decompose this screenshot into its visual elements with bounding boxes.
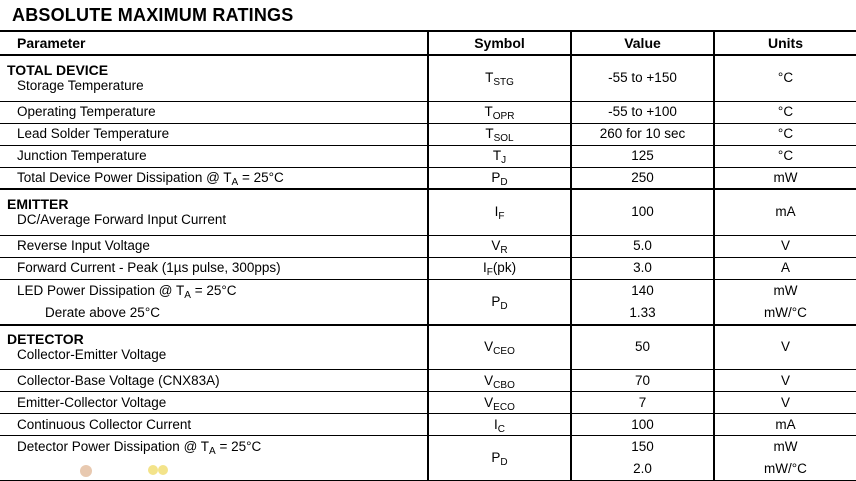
units-cell: mW mW/°C <box>714 436 856 481</box>
header-value: Value <box>571 32 714 55</box>
param-label: Lead Solder Temperature <box>0 123 428 145</box>
table-row <box>0 392 856 414</box>
decorative-dot-icon <box>148 465 158 475</box>
param-label: LED Power Dissipation @ $T_A = 25^\circ C$ <box>17 282 237 301</box>
value-cell: 100 <box>571 414 714 436</box>
symbol-cell: $T_{STG}$ <box>428 55 571 101</box>
table-row <box>0 414 856 436</box>
value-cell: 260 for 10 sec <box>571 123 714 145</box>
symbol-cell: $P_D$ <box>428 279 571 325</box>
table-row <box>0 325 856 370</box>
decorative-dot-icon <box>158 465 168 475</box>
symbol-cell: $I_F(pk)$ <box>428 257 571 279</box>
symbol-cell: $T_{SOL}$ <box>428 123 571 145</box>
param-label: Junction Temperature <box>0 145 428 167</box>
value-cell: 3.0 <box>571 257 714 279</box>
section-title-bar <box>0 0 856 32</box>
header-parameter: Parameter <box>0 32 428 55</box>
symbol-cell: $I_F$ <box>428 189 571 235</box>
symbol-cell: $T_{OPR}$ <box>428 101 571 123</box>
derate-label: Derate above 25°C <box>45 304 160 320</box>
decorative-dot-icon <box>80 465 92 477</box>
param-cell <box>0 436 428 481</box>
units-cell: V <box>714 392 856 414</box>
value-cell: -55 to +150 <box>571 55 714 101</box>
param-label: Total Device Power Dissipation @ $T_A = 25^\circ C$ <box>0 167 428 189</box>
param-label: Storage Temperature <box>17 78 144 94</box>
table-row <box>0 167 856 189</box>
table-row <box>0 370 856 392</box>
table-row <box>0 189 856 235</box>
value-cell: 250 <box>571 167 714 189</box>
param-label: Forward Current - Peak (1µs pulse, 300pps) <box>0 257 428 279</box>
units-cell: mA <box>714 189 856 235</box>
group-label: EMITTER <box>7 196 69 213</box>
table-row <box>0 55 856 101</box>
param-label: Operating Temperature <box>0 101 428 123</box>
units-cell: °C <box>714 101 856 123</box>
symbol-cell: $P_D$ <box>428 436 571 481</box>
param-label: Detector Power Dissipation @ $T_A = 25^\circ C$ <box>17 439 262 457</box>
param-cell <box>0 189 428 235</box>
param-label: Reverse Input Voltage <box>0 235 428 257</box>
group-label: TOTAL DEVICE <box>7 62 109 79</box>
symbol-cell: $T_J$ <box>428 145 571 167</box>
table-row <box>0 101 856 123</box>
header-row <box>0 32 856 55</box>
value-cell: 100 <box>571 189 714 235</box>
param-label: Emitter-Collector Voltage <box>0 392 428 414</box>
section-title: ABSOLUTE MAXIMUM RATINGS <box>12 5 294 25</box>
value-cell: 150 2.0 <box>571 436 714 481</box>
param-cell <box>0 279 428 325</box>
value-cell: -55 to +100 <box>571 101 714 123</box>
group-label: DETECTOR <box>7 331 84 348</box>
table-row <box>0 123 856 145</box>
symbol-cell: $P_D$ <box>428 167 571 189</box>
symbol-cell: $V_{CBO}$ <box>428 370 571 392</box>
symbol-cell: $V_{ECO}$ <box>428 392 571 414</box>
units-cell: V <box>714 235 856 257</box>
param-label: Continuous Collector Current <box>0 414 428 436</box>
value-cell: 140 1.33 <box>571 279 714 325</box>
units-cell: A <box>714 257 856 279</box>
table-row <box>0 436 856 481</box>
symbol-cell: $V_{CEO}$ <box>428 325 571 370</box>
param-label: DC/Average Forward Input Current <box>17 212 227 228</box>
header-units: Units <box>714 32 856 55</box>
units-cell: °C <box>714 145 856 167</box>
units-cell: mW <box>714 167 856 189</box>
ratings-table <box>0 32 856 481</box>
table-row <box>0 257 856 279</box>
units-cell: mW mW/°C <box>714 279 856 325</box>
units-cell: V <box>714 370 856 392</box>
table-row <box>0 235 856 257</box>
param-cell <box>0 55 428 101</box>
value-cell: 50 <box>571 325 714 370</box>
value-cell: 125 <box>571 145 714 167</box>
table-row <box>0 145 856 167</box>
symbol-cell: $I_C$ <box>428 414 571 436</box>
header-symbol: Symbol <box>428 32 571 55</box>
param-label: Collector-Emitter Voltage <box>17 347 167 363</box>
value-cell: 70 <box>571 370 714 392</box>
param-cell <box>0 325 428 370</box>
symbol-cell: $V_R$ <box>428 235 571 257</box>
table-row <box>0 279 856 325</box>
value-cell: 5.0 <box>571 235 714 257</box>
value-cell: 7 <box>571 392 714 414</box>
units-cell: V <box>714 325 856 370</box>
units-cell: °C <box>714 55 856 101</box>
param-label: Collector-Base Voltage (CNX83A) <box>0 370 428 392</box>
units-cell: mA <box>714 414 856 436</box>
units-cell: °C <box>714 123 856 145</box>
